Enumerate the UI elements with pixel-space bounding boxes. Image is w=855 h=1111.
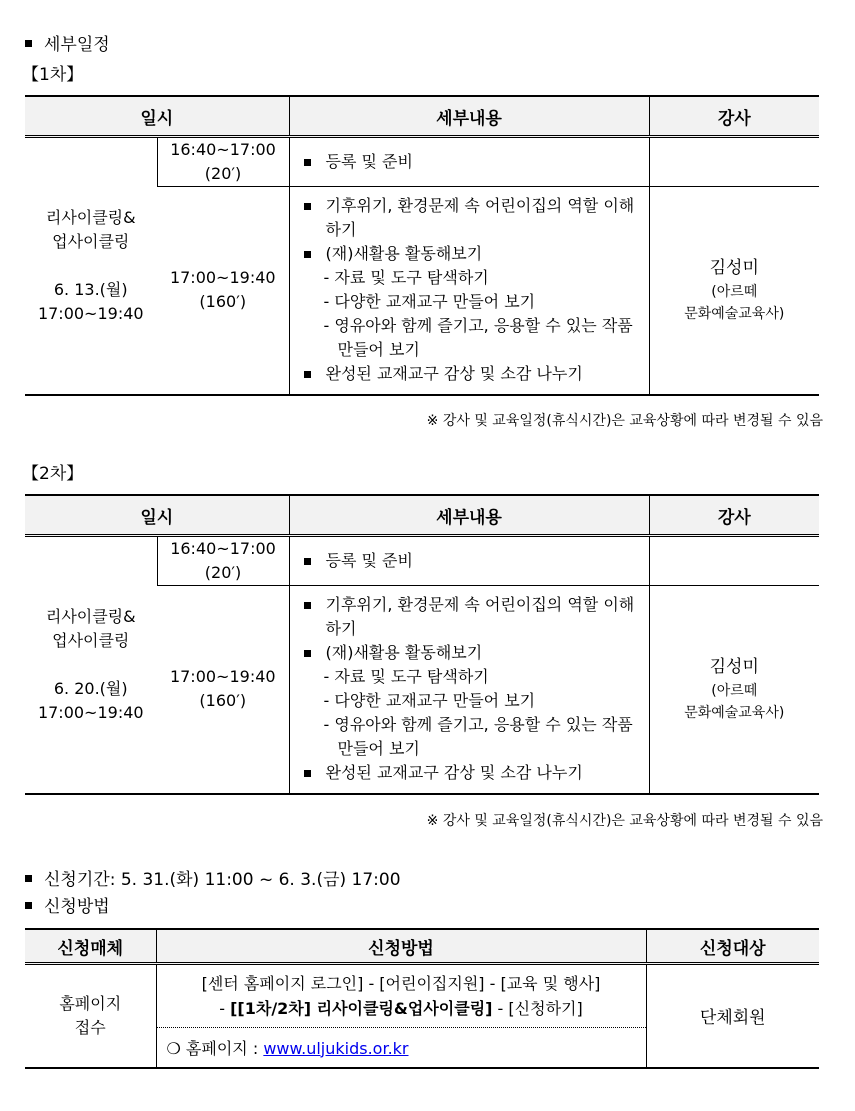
detail-item: 기후위기, 환경문제 속 어린이집의 역할 이해하기 [302, 194, 641, 242]
detail-item: (재)새활용 활동해보기 [302, 641, 641, 665]
detail-subitem: - 자료 및 도구 탐색하기 [323, 667, 489, 687]
application-method-title: 신청방법 [44, 897, 110, 917]
program-name-line1: 리사이클링& [45, 207, 136, 227]
square-bullet-icon [25, 875, 32, 882]
lecturer-org-line2: 문화예술교육사) [684, 306, 785, 323]
application-table [25, 928, 819, 1069]
session-time-cell [157, 137, 289, 187]
session-duration: (20′) [204, 164, 242, 183]
session-details-cell [289, 187, 649, 395]
application-method-heading [25, 892, 110, 917]
program-time: 17:00~19:40 [37, 702, 144, 722]
method-line2-suffix: - [신청하기] [492, 999, 583, 1018]
round-2-label: 【2차】 [22, 464, 84, 484]
application-period [25, 865, 401, 890]
schedule-note-round-2: ※ 강사 및 교육일정(휴식시간)은 교육상황에 따라 변경될 수 있음 [426, 813, 823, 829]
homepage-link[interactable]: www.uljukids.or.kr [263, 1038, 409, 1058]
lecturer-cell [649, 187, 819, 395]
square-bullet-icon [25, 902, 32, 909]
session-time: 17:00~19:40 [169, 268, 276, 288]
detail-subitem: - 자료 및 도구 탐색하기 [323, 268, 489, 288]
homepage-label: ❍ 홈페이지 : [166, 1038, 264, 1058]
lecturer-cell [649, 586, 819, 794]
lecturer-name: 김성미 [709, 657, 759, 678]
detail-item: 완성된 교재교구 감상 및 소감 나누기 [302, 362, 641, 386]
detail-item: 등록 및 준비 [302, 150, 641, 174]
header-lecturer: 강사 [649, 495, 819, 536]
header-method: 신청방법 [156, 929, 646, 964]
program-name-line2: 업사이클링 [52, 231, 130, 251]
session-duration: (160′) [199, 292, 247, 312]
lecturer-org-line1: (아르떼 [711, 284, 758, 301]
medium-line2: 접수 [74, 1017, 106, 1037]
detail-item: 완성된 교재교구 감상 및 소감 나누기 [302, 761, 641, 785]
session-time-cell [157, 586, 289, 794]
header-lecturer: 강사 [649, 96, 819, 137]
square-bullet-icon [25, 40, 32, 47]
header-datetime: 일시 [25, 495, 289, 536]
method-line2-prefix: - [219, 999, 231, 1018]
schedule-table-round-2 [25, 494, 819, 795]
session-details-cell [289, 536, 649, 586]
schedule-table-round-1 [25, 95, 819, 396]
lecturer-name: 김성미 [709, 258, 759, 279]
session-time: 16:40~17:00 [170, 140, 276, 159]
session-time: 16:40~17:00 [170, 539, 276, 558]
session-details-cell [289, 586, 649, 794]
lecturer-empty-cell [649, 536, 819, 586]
detail-subitem: - 영유아와 함께 즐기고, 응용할 수 있는 작품 만들어 보기 [323, 715, 633, 759]
medium-cell [25, 964, 156, 1068]
header-target: 신청대상 [646, 929, 819, 964]
method-line2 [157, 996, 646, 1021]
program-date-cell [25, 536, 157, 794]
header-medium: 신청매체 [25, 929, 156, 964]
method-cell [156, 964, 646, 1028]
schedule-note-round-1: ※ 강사 및 교육일정(휴식시간)은 교육상황에 따라 변경될 수 있음 [426, 413, 823, 429]
lecturer-org-line1: (아르떼 [711, 683, 758, 700]
detail-subitem: - 다양한 교재교구 만들어 보기 [323, 292, 536, 312]
section-title: 세부일정 [44, 35, 110, 55]
detail-item: (재)새활용 활동해보기 [302, 242, 641, 266]
session-time-cell [157, 187, 289, 395]
detail-subitem: - 다양한 교재교구 만들어 보기 [323, 691, 536, 711]
detail-subitem: - 영유아와 함께 즐기고, 응용할 수 있는 작품 만들어 보기 [323, 316, 633, 360]
program-date-cell [25, 137, 157, 395]
program-name-line2: 업사이클링 [52, 630, 130, 650]
header-details: 세부내용 [289, 495, 649, 536]
session-duration: (20′) [204, 563, 242, 582]
lecturer-empty-cell [649, 137, 819, 187]
session-time: 17:00~19:40 [169, 667, 276, 687]
session-details-cell [289, 137, 649, 187]
session-time-cell [157, 536, 289, 586]
method-line2-bold: [[1차/2차] 리사이클링&업사이클링] [230, 999, 493, 1018]
section-heading-schedule [25, 30, 110, 55]
target-cell: 단체회원 [646, 964, 819, 1068]
application-period-text: 신청기간: 5. 31.(화) 11:00 ~ 6. 3.(금) 17:00 [44, 870, 401, 890]
program-name-line1: 리사이클링& [45, 606, 136, 626]
detail-item: 등록 및 준비 [302, 549, 641, 573]
round-1-label: 【1차】 [22, 65, 84, 85]
lecturer-org-line2: 문화예술교육사) [684, 705, 785, 722]
session-duration: (160′) [199, 691, 247, 711]
header-details: 세부내용 [289, 96, 649, 137]
detail-item: 기후위기, 환경문제 속 어린이집의 역할 이해하기 [302, 593, 641, 641]
program-time: 17:00~19:40 [37, 303, 144, 323]
program-date: 6. 13.(월) [53, 279, 128, 299]
method-line1: [센터 홈페이지 로그인] - [어린이집지원] - [교육 및 행사] [201, 974, 601, 993]
program-date: 6. 20.(월) [53, 678, 128, 698]
medium-line1: 홈페이지 [59, 993, 122, 1013]
homepage-cell [156, 1028, 646, 1068]
header-datetime: 일시 [25, 96, 289, 137]
